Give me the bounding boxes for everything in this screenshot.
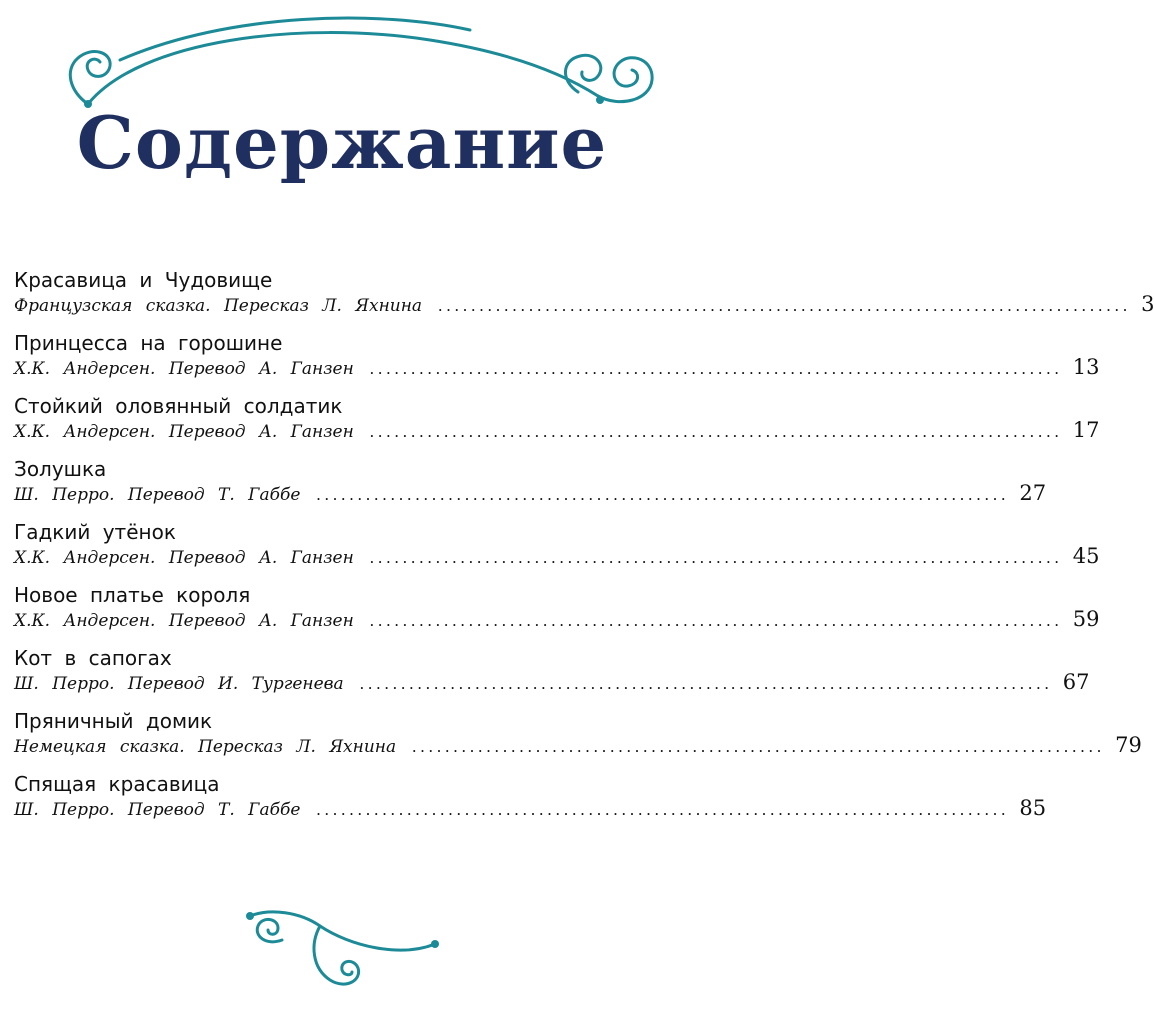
story-title: Гадкий утёнок [14, 520, 176, 544]
toc-entry[interactable] [14, 709, 1142, 772]
dot-leader: .................................................................................... [412, 737, 1106, 756]
story-title: Пряничный домик [14, 709, 213, 733]
dot-leader: .................................................................................... [369, 611, 1063, 630]
author-credit: Ш. Перро. Перевод Т. Габбе [14, 800, 301, 820]
page-number: 67 [1062, 670, 1090, 694]
author-credit: Немецкая сказка. Пересказ Л. Яхнина [14, 737, 397, 757]
toc-entry[interactable] [14, 394, 1100, 457]
author-credit: Х.К. Андерсен. Перевод А. Ганзен [14, 422, 354, 442]
dot-leader: .................................................................................... [316, 485, 1010, 504]
story-title: Стойкий оловянный солдатик [14, 394, 343, 418]
story-title: Новое платье короля [14, 583, 251, 607]
author-credit: Х.К. Андерсен. Перевод А. Ганзен [14, 548, 354, 568]
bottom-swirl-ornament [230, 900, 460, 1000]
page-number: 27 [1019, 481, 1047, 505]
story-title: Золушка [14, 457, 107, 481]
page-number: 45 [1072, 544, 1100, 568]
story-title: Принцесса на горошине [14, 331, 283, 355]
author-credit: Х.К. Андерсен. Перевод А. Ганзен [14, 359, 354, 379]
author-credit: Х.К. Андерсен. Перевод А. Ганзен [14, 611, 354, 631]
story-title: Кот в сапогах [14, 646, 172, 670]
page-number: 17 [1072, 418, 1100, 442]
story-title: Красавица и Чудовище [14, 268, 273, 292]
page-number: 85 [1019, 796, 1047, 820]
toc-entry[interactable] [14, 520, 1100, 583]
page-number: 13 [1072, 355, 1100, 379]
page-number: 3 [1141, 292, 1154, 316]
page-number: 79 [1115, 733, 1142, 757]
dot-leader: .................................................................................... [359, 674, 1053, 693]
toc-entry[interactable] [14, 331, 1100, 394]
toc-entry[interactable] [14, 268, 1154, 331]
toc-entry[interactable] [14, 646, 1090, 709]
table-of-contents [14, 268, 1154, 835]
author-credit: Ш. Перро. Перевод Т. Габбе [14, 485, 301, 505]
page-number: 59 [1072, 607, 1100, 631]
dot-leader: .................................................................................... [369, 422, 1063, 441]
toc-entry[interactable] [14, 772, 1047, 835]
page-title: Содержание [76, 100, 608, 185]
dot-leader: .................................................................................... [438, 296, 1132, 315]
author-credit: Ш. Перро. Перевод И. Тургенева [14, 674, 344, 694]
toc-entry[interactable] [14, 583, 1100, 646]
story-title: Спящая красавица [14, 772, 220, 796]
author-credit: Французская сказка. Пересказ Л. Яхнина [14, 296, 423, 316]
dot-leader: .................................................................................... [369, 359, 1063, 378]
dot-leader: .................................................................................... [369, 548, 1063, 567]
dot-leader: .................................................................................... [316, 800, 1010, 819]
toc-entry[interactable] [14, 457, 1047, 520]
